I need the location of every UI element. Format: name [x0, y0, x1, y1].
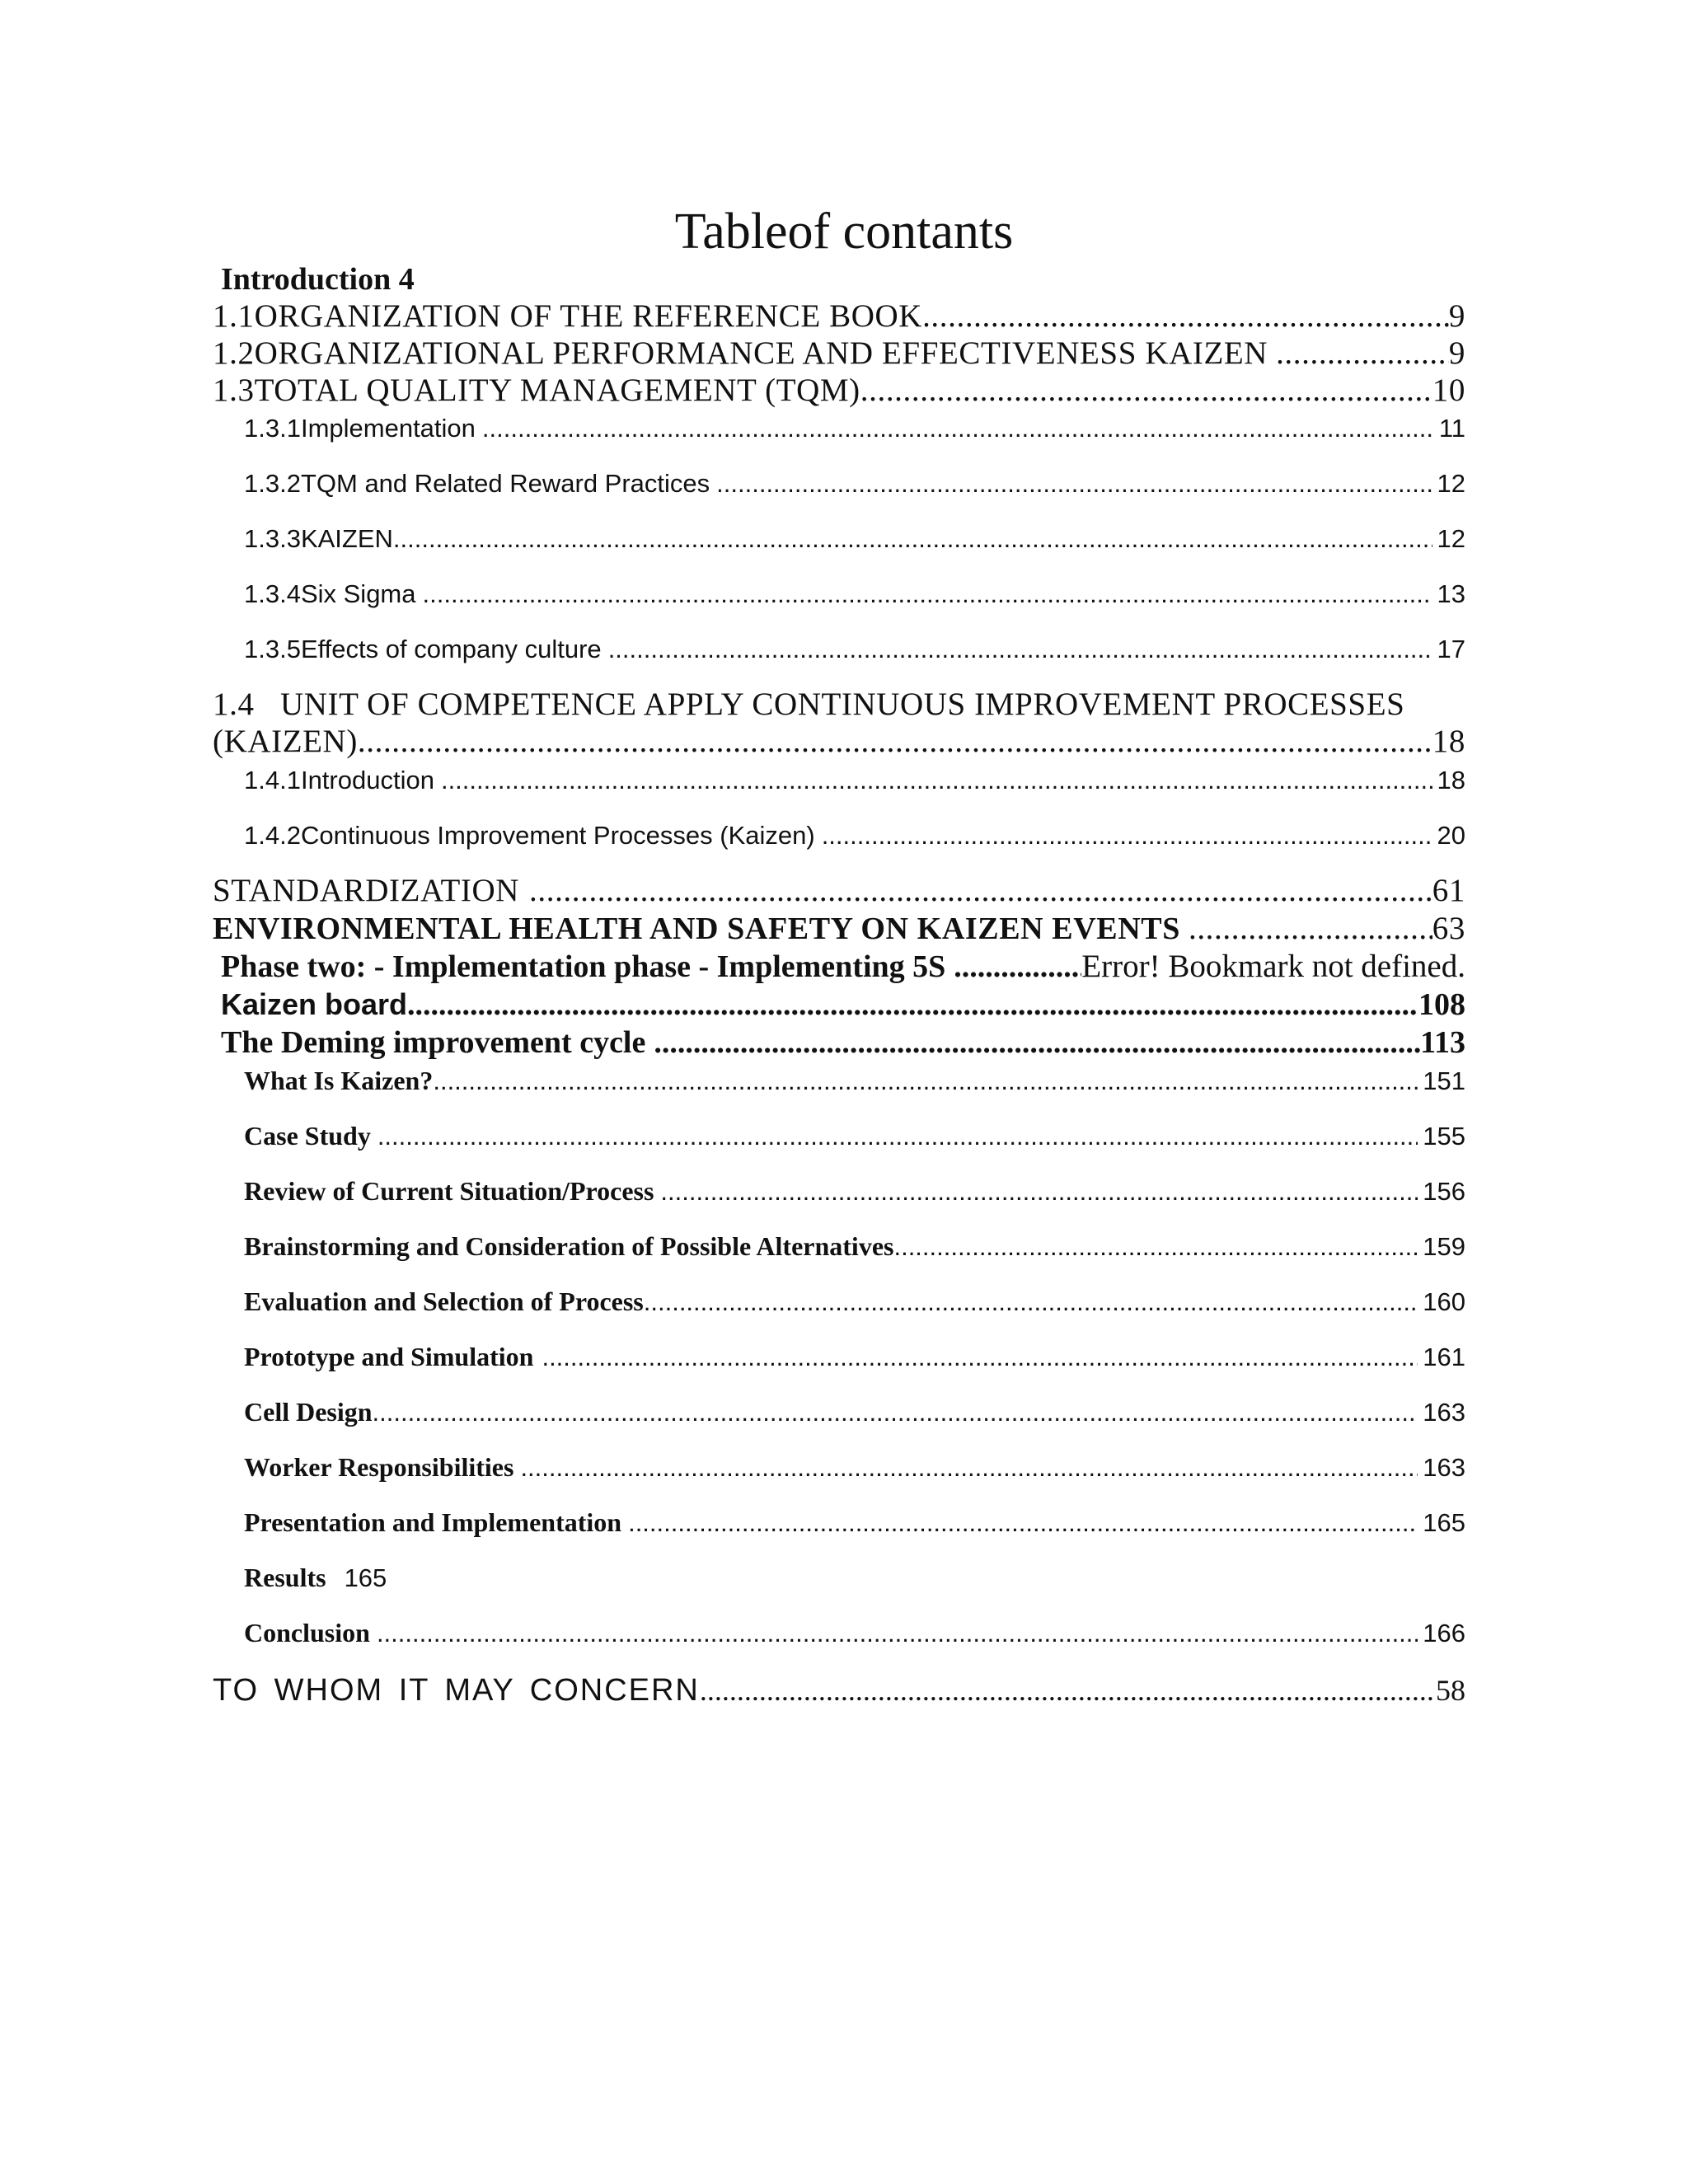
dot-leader: [628, 1507, 1418, 1540]
toc-entry-1-4-1[interactable]: [244, 764, 1465, 797]
dot-leader: [1189, 910, 1432, 948]
toc-entry-results[interactable]: [244, 1561, 738, 1595]
entry-number: 1.3.4: [244, 579, 301, 608]
dot-leader: [358, 723, 1432, 761]
dot-leader: [529, 872, 1432, 910]
dot-leader: [1276, 335, 1449, 373]
toc-entry-1-3-2[interactable]: [244, 467, 1465, 500]
entry-label: Results: [244, 1563, 326, 1592]
dot-leader: [644, 1286, 1418, 1319]
entry-label: Worker Responsibilities: [244, 1452, 514, 1482]
entry-label: Presentation and Implementation: [244, 1507, 622, 1537]
entry-label: Six Sigma: [300, 579, 416, 608]
entry-page: 4: [398, 262, 415, 297]
dot-leader: [893, 1230, 1418, 1263]
entry-page: 9: [1448, 335, 1465, 371]
entry-label: Review of Current Situation/Process: [244, 1176, 654, 1206]
entry-page: 165: [344, 1563, 387, 1592]
entry-label: Brainstorming and Consideration of Possible Alternatives: [244, 1231, 894, 1261]
entry-label: Prototype and Simulation: [244, 1342, 534, 1371]
dot-leader: [373, 1396, 1418, 1429]
dot-leader: [482, 412, 1434, 445]
dot-leader: [433, 1065, 1418, 1098]
entry-label: Effects of company culture: [300, 635, 602, 663]
toc-entry-introduction[interactable]: [221, 260, 633, 298]
toc-entry-phase-two[interactable]: [221, 948, 1465, 986]
dot-leader: [407, 986, 1418, 1024]
entry-label: What Is Kaizen?: [244, 1066, 434, 1095]
dot-leader: [377, 1120, 1418, 1153]
entry-label: Implementation: [300, 414, 476, 443]
entry-page: 163: [1423, 1453, 1465, 1482]
toc-entry-1-2[interactable]: [213, 335, 1465, 373]
entry-label: The Deming improvement cycle: [221, 1025, 646, 1060]
entry-page: 160: [1423, 1287, 1465, 1316]
toc-entry-1-4-2[interactable]: [244, 819, 1465, 852]
entry-number: 1.4.1: [244, 766, 301, 794]
entry-page: 63: [1432, 911, 1465, 946]
toc-entry-conclusion[interactable]: [244, 1616, 1465, 1650]
entry-page: 20: [1437, 821, 1465, 850]
toc-entry-deming-cycle[interactable]: [221, 1024, 1465, 1062]
toc-entry-brainstorming[interactable]: [244, 1230, 1465, 1263]
entry-page: 155: [1423, 1122, 1465, 1151]
dot-leader: [954, 948, 1081, 986]
dot-leader: [441, 764, 1432, 797]
toc-entry-case-study[interactable]: [244, 1119, 1465, 1153]
entry-label: KAIZEN: [300, 524, 393, 553]
entry-label: TO WHOM IT MAY CONCERN: [213, 1673, 700, 1708]
entry-page: 10: [1432, 373, 1465, 408]
entry-page: 151: [1423, 1066, 1465, 1095]
toc-entry-1-3-4[interactable]: [244, 578, 1465, 611]
dot-leader: [822, 819, 1432, 852]
entry-page: 61: [1432, 873, 1465, 908]
entry-page: 156: [1423, 1177, 1465, 1206]
toc-entry-environmental-health[interactable]: [213, 910, 1465, 948]
entry-page: 166: [1423, 1619, 1465, 1647]
entry-number: 1.3.3: [244, 524, 301, 553]
dot-leader: [922, 298, 1449, 335]
entry-number: 1.3: [213, 373, 255, 408]
entry-label: ORGANIZATION OF THE REFERENCE BOOK: [254, 298, 923, 334]
dot-leader: [860, 372, 1432, 410]
toc-entry-review-current-situation[interactable]: [244, 1174, 1465, 1208]
entry-label: ORGANIZATIONAL PERFORMANCE AND EFFECTIVENESS KAIZEN: [254, 335, 1268, 371]
toc-entry-1-4-continued[interactable]: [213, 723, 1465, 761]
dot-leader: [542, 1341, 1418, 1374]
toc-entry-cell-design[interactable]: [244, 1395, 1465, 1429]
entry-page: 12: [1437, 469, 1465, 498]
entry-label: (KAIZEN): [213, 724, 358, 759]
toc-entry-1-4[interactable]: [213, 686, 1465, 724]
entry-number: 1.4: [213, 687, 255, 722]
entry-page: 9: [1448, 298, 1465, 334]
toc-entry-1-3-5[interactable]: [244, 633, 1465, 666]
dot-leader: [700, 1671, 1436, 1709]
entry-label: Conclusion: [244, 1618, 370, 1647]
toc-entry-1-3-3[interactable]: [244, 523, 1465, 555]
entry-number: 1.3.1: [244, 414, 301, 443]
entry-label: Introduction: [300, 766, 434, 794]
entry-label: Evaluation and Selection of Process: [244, 1286, 644, 1316]
entry-page: 13: [1437, 579, 1465, 608]
entry-label: TQM and Related Reward Practices: [300, 469, 710, 498]
entry-label: Case Study: [244, 1121, 371, 1151]
entry-page: 58: [1436, 1674, 1465, 1707]
entry-page: 17: [1437, 635, 1465, 663]
entry-page: 18: [1432, 724, 1465, 759]
entry-label: ENVIRONMENTAL HEALTH AND SAFETY ON KAIZEN EVENTS: [213, 912, 1180, 946]
entry-page: Error! Bookmark not defined.: [1081, 949, 1465, 984]
toc-entry-1-3[interactable]: [213, 372, 1465, 410]
dot-leader: [608, 633, 1432, 666]
entry-page: 159: [1423, 1232, 1465, 1261]
entry-page: 12: [1437, 524, 1465, 553]
toc-entry-1-3-1[interactable]: [244, 412, 1465, 445]
toc-entry-prototype-simulation[interactable]: [244, 1340, 1465, 1374]
entry-label: Introduction: [221, 262, 392, 297]
toc-entry-what-is-kaizen[interactable]: [244, 1064, 1465, 1098]
dot-leader: [716, 467, 1432, 500]
dot-leader: [520, 1451, 1418, 1484]
entry-number: 1.2: [213, 335, 255, 371]
dot-leader: [377, 1617, 1418, 1650]
entry-page: 108: [1418, 987, 1465, 1022]
dot-leader: [393, 523, 1432, 555]
entry-page: 11: [1438, 414, 1465, 443]
entry-label: Continuous Improvement Processes (Kaizen): [300, 821, 815, 850]
entry-page: 161: [1423, 1343, 1465, 1371]
entry-label: Cell Design: [244, 1397, 373, 1427]
entry-number: 1.4.2: [244, 821, 301, 850]
entry-page: 113: [1420, 1025, 1465, 1060]
entry-label: Phase two: - Implementation phase - Implementing 5S: [221, 949, 946, 984]
entry-label: STANDARDIZATION: [213, 873, 520, 908]
entry-page: 18: [1437, 766, 1465, 794]
entry-page: 165: [1423, 1508, 1465, 1537]
entry-number: 1.3.2: [244, 469, 301, 498]
toc-entry-presentation-implementation[interactable]: [244, 1506, 1465, 1540]
entry-label: Kaizen board: [221, 987, 408, 1021]
dot-leader: [654, 1024, 1420, 1062]
toc-entry-standardization[interactable]: [213, 872, 1465, 910]
entry-page: 163: [1423, 1398, 1465, 1427]
toc-entry-to-whom-it-may-concern[interactable]: [213, 1671, 1465, 1709]
entry-label: TOTAL QUALITY MANAGEMENT (TQM): [254, 373, 860, 408]
toc-entry-worker-responsibilities[interactable]: [244, 1451, 1465, 1484]
toc-entry-evaluation-selection[interactable]: [244, 1285, 1465, 1319]
toc-entry-1-1[interactable]: [213, 298, 1465, 335]
entry-number: 1.1: [213, 298, 255, 334]
toc-entry-kaizen-board[interactable]: [221, 986, 1465, 1024]
entry-number: 1.3.5: [244, 635, 301, 663]
entry-label: UNIT OF COMPETENCE APPLY CONTINUOUS IMPROVEMENT PROCESSES: [280, 687, 1405, 722]
dot-leader: [423, 578, 1432, 611]
page-title: Tableof contants: [674, 204, 1014, 260]
dot-leader: [660, 1175, 1418, 1208]
